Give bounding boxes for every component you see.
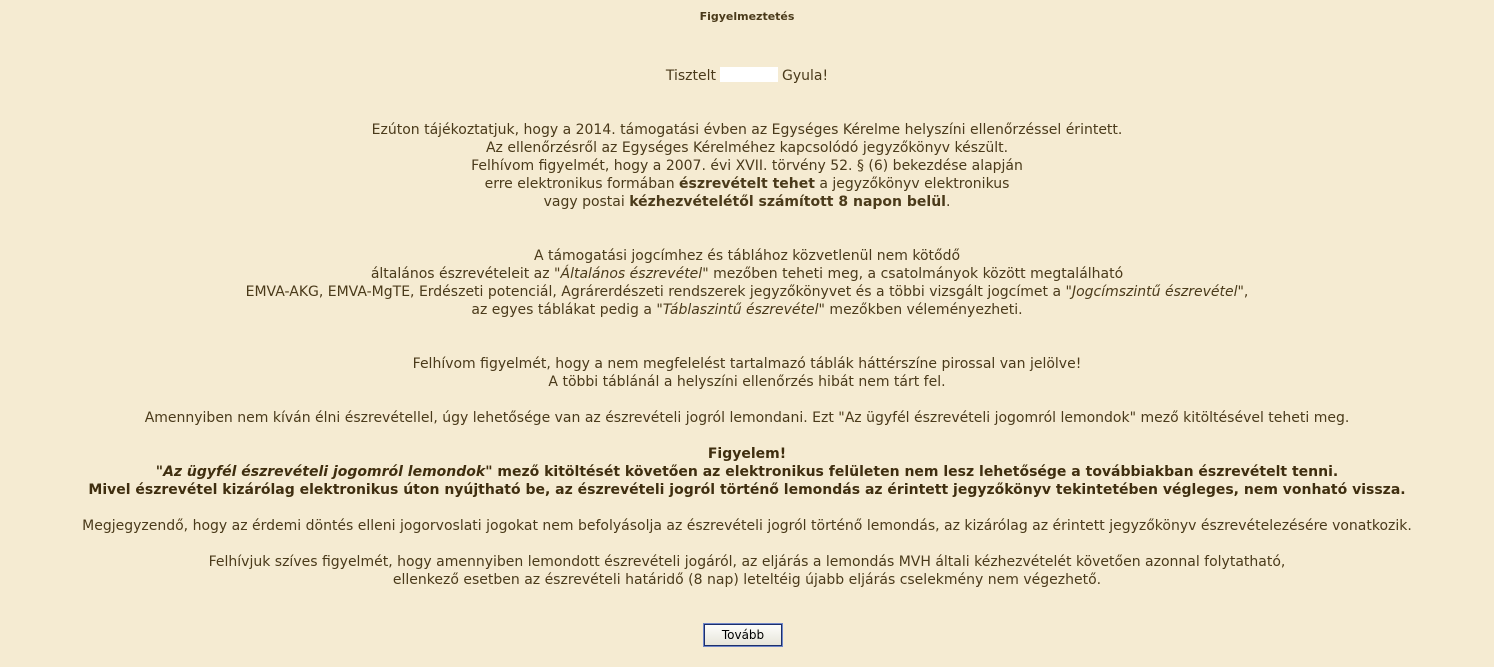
highlight-observation: észrevételt tehet (679, 176, 815, 192)
waiver-paragraph (0, 409, 1494, 427)
intro-line-1: Ezúton tájékoztatjuk, hogy a 2014. támogatási évben az Egységes Kérelme helyszíni ellenőrzéssel érintett. (371, 122, 1123, 138)
waiver-line-1: Amennyiben nem kíván élni észrevétellel, úgy lehetősége van az észrevételi jogról lemondani. Ezt "Az ügyfél észrevételi jogomról lemondok" mező kitöltésével teheti meg. (144, 410, 1350, 426)
warning-line-2: Mivel észrevétel kizárólag elektronikus úton nyújtható be, az észrevételi jogról történő lemondás az érintett jegyzőkönyv tekintetében végleges, nem vonható vissza. (88, 482, 1406, 498)
fields-line-4: az egyes táblákat pedig a "Táblaszintű észrevétel" mezőkben véleményezheti. (471, 302, 1023, 318)
fields-line-2: általános észrevételeit az "Általános észrevétel" mezőben teheti meg, a csatolmányok között megtalálható (370, 266, 1124, 282)
procedure-line-1: Felhívjuk szíves figyelmét, hogy amennyiben lemondott észrevételi jogáról, az eljárás a lemondás MVH általi kézhezvételét követően azonnal folytatható, (208, 554, 1286, 570)
note-line-1: Megjegyzendő, hogy az érdemi döntés elleni jogorvoslati jogokat nem befolyásolja az észrevételi jogról történő lemondás, az kizárólag az érintett jegyzőkönyv észrevételezésére vonatkozik. (82, 518, 1412, 534)
fields-line-3: EMVA-AKG, EMVA-MgTE, Erdészeti potenciál, Agrárerdészeti rendszerek jegyzőkönyvet és a többi vizsgált jogcímet a "Jogcímszintű észrevétel", (245, 284, 1249, 300)
intro-line-4: erre elektronikus formában észrevételt tehet a jegyzőkönyv elektronikus (484, 176, 1010, 192)
intro-paragraph (0, 121, 1494, 211)
tables-line-2: A többi táblánál a helyszíni ellenőrzés hibát nem tárt fel. (548, 374, 946, 390)
intro-line-2: Az ellenőrzésről az Egységes Kérelméhez kapcsolódó jegyzőkönyv készült. (485, 140, 1009, 156)
warning-heading: Figyelem! (707, 446, 787, 462)
tables-line-1: Felhívom figyelmét, hogy a nem megfelelést tartalmazó táblák háttérszíne pirossal van jelölve! (412, 356, 1082, 372)
greeting-suffix: Gyula! (782, 68, 829, 84)
fields-line-1: A támogatási jogcímhez és táblához közvetlenül nem kötődő (533, 248, 961, 264)
procedure-paragraph (0, 553, 1494, 589)
waiver-field-name: "Az ügyfél észrevételi jogomról lemondok" (155, 464, 493, 480)
claim-field-name: "Jogcímszintű észrevétel" (1065, 284, 1244, 300)
general-field-name: "Általános észrevétel" (554, 266, 709, 282)
tables-paragraph (0, 355, 1494, 391)
page-title: Figyelmeztetés (699, 10, 795, 23)
warning-line-1: "Az ügyfél észrevételi jogomról lemondok" mező kitöltését követően az elektronikus felületen nem lesz lehetősége a továbbiakban észrevételt tenni. (155, 464, 1339, 480)
intro-line-5: vagy postai kézhezvételétől számított 8 napon belül. (543, 194, 951, 210)
note-paragraph (0, 517, 1494, 535)
procedure-line-2: ellenkező esetben az észrevételi határidő (8 nap) leteltéig újabb eljárás cselekmény nem végezhető. (392, 572, 1102, 588)
fields-paragraph (0, 247, 1494, 319)
greeting (0, 67, 1494, 85)
next-button[interactable]: Tovább (704, 624, 782, 646)
warning-block (0, 445, 1494, 499)
greeting-prefix: Tisztelt (665, 68, 717, 84)
table-field-name: "Táblaszintű észrevétel" (656, 302, 825, 318)
redacted-name (720, 67, 778, 82)
highlight-deadline: kézhezvételétől számított 8 napon belül (629, 194, 946, 210)
intro-line-3: Felhívom figyelmét, hogy a 2007. évi XVII. törvény 52. § (6) bekezdése alapján (471, 158, 1023, 174)
